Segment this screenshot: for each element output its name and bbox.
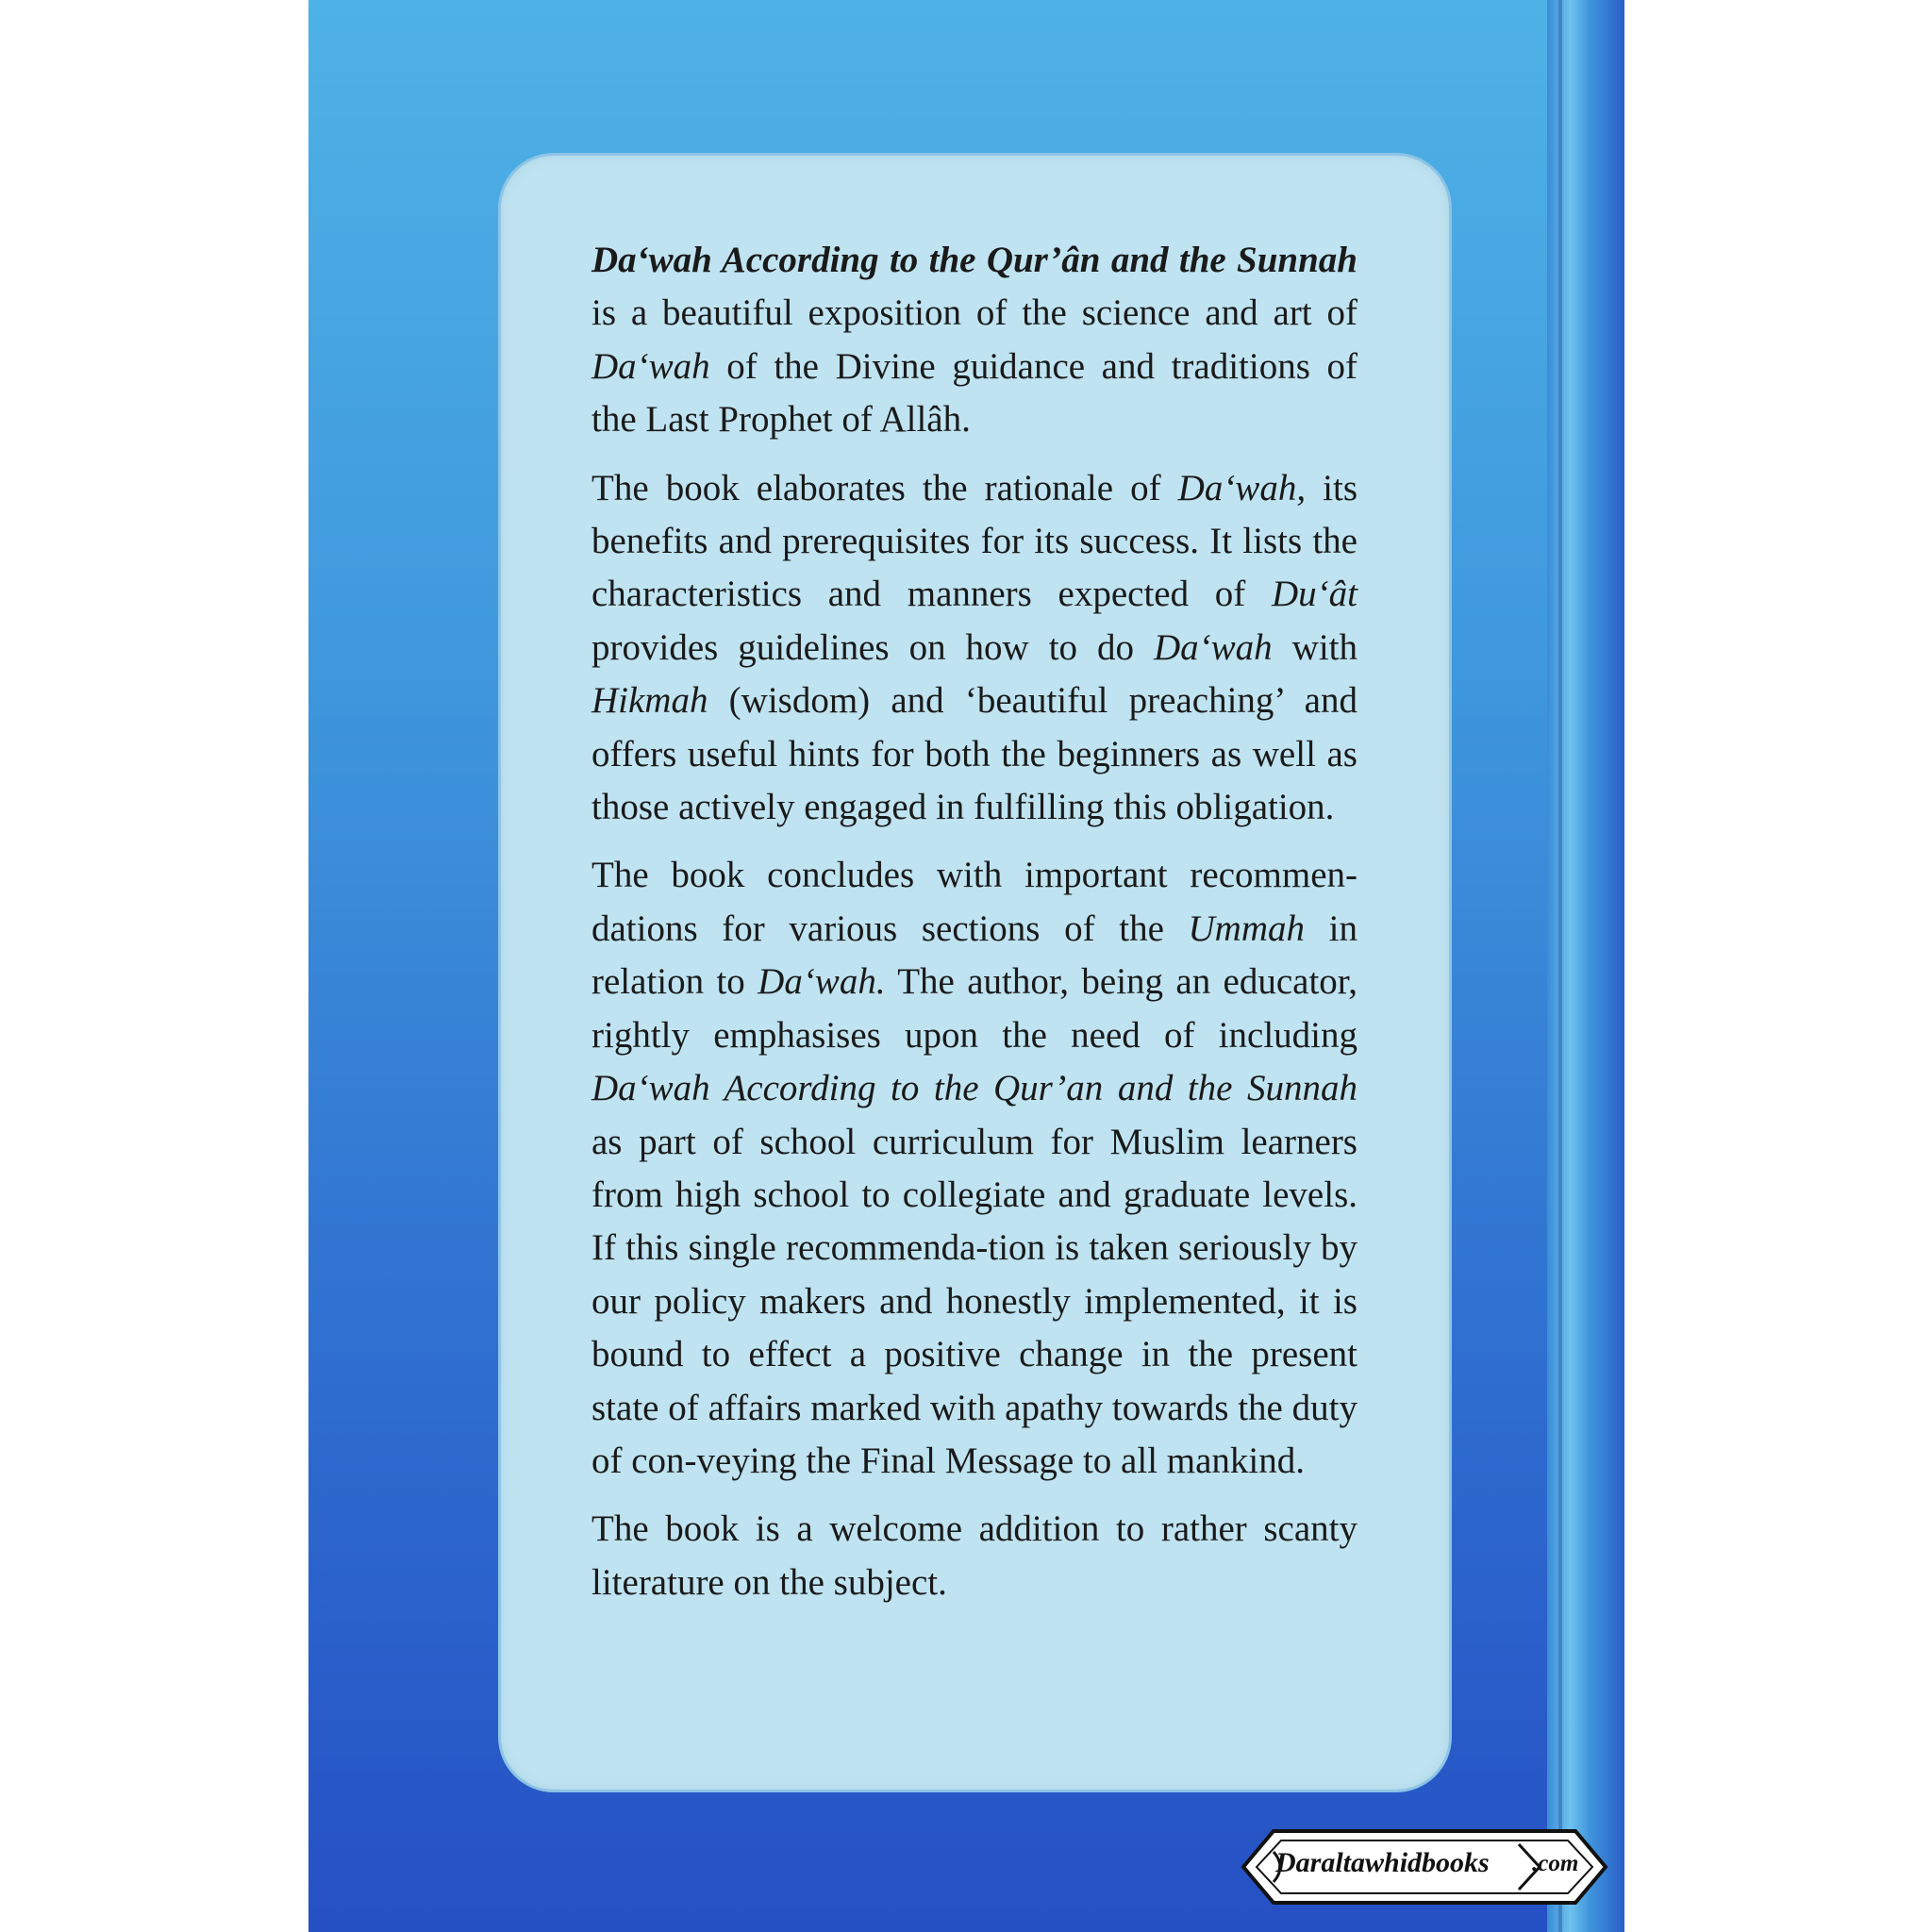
- paragraph-3: The book concludes with important recommen-dations for various sections of the Ummah in relation to Da‘wah. The author, being an educator, rightly emphasises upon the need of including Da‘wah According to the Qur’an and the Sunnah as part of school curriculum for Muslim learners from high school to collegiate and graduate levels. If this single recommenda-tion is taken seriously by our policy makers and honestly implemented, it is bound to effect a positive change in the present state of affairs marked with apathy towards the duty of con-veying the Final Message to all mankind.: [591, 855, 1357, 1481]
- paragraph-4: The book is a welcome addition to rather scanty literature on the subject.: [591, 1508, 1357, 1603]
- spine-hinge: [1558, 0, 1562, 1932]
- book-title: Da‘wah According to the Qur’ân and the Sunnah: [591, 240, 1357, 280]
- paragraph-1: Da‘wah According to the Qur’ân and the Sunnah is a beautiful exposition of the science and art of Da‘wah of the Divine guidance and traditions of the Last Prophet of Allâh.: [591, 240, 1357, 441]
- book-description: [591, 234, 1357, 1624]
- watermark-suffix: .com: [1532, 1851, 1579, 1876]
- paragraph-2: The book elaborates the rationale of Da‘wah, its benefits and prerequisites for its success. It lists the characteristics and manners expected of Du‘ât provides guidelines on how to do Da‘wah with Hikmah (wisdom) and ‘beautiful preaching’ and offers useful hints for both the beginners as well as those actively engaged in fulfilling this obligation.: [591, 467, 1357, 828]
- watermark-name: Daraltawhidbooks: [1275, 1847, 1490, 1878]
